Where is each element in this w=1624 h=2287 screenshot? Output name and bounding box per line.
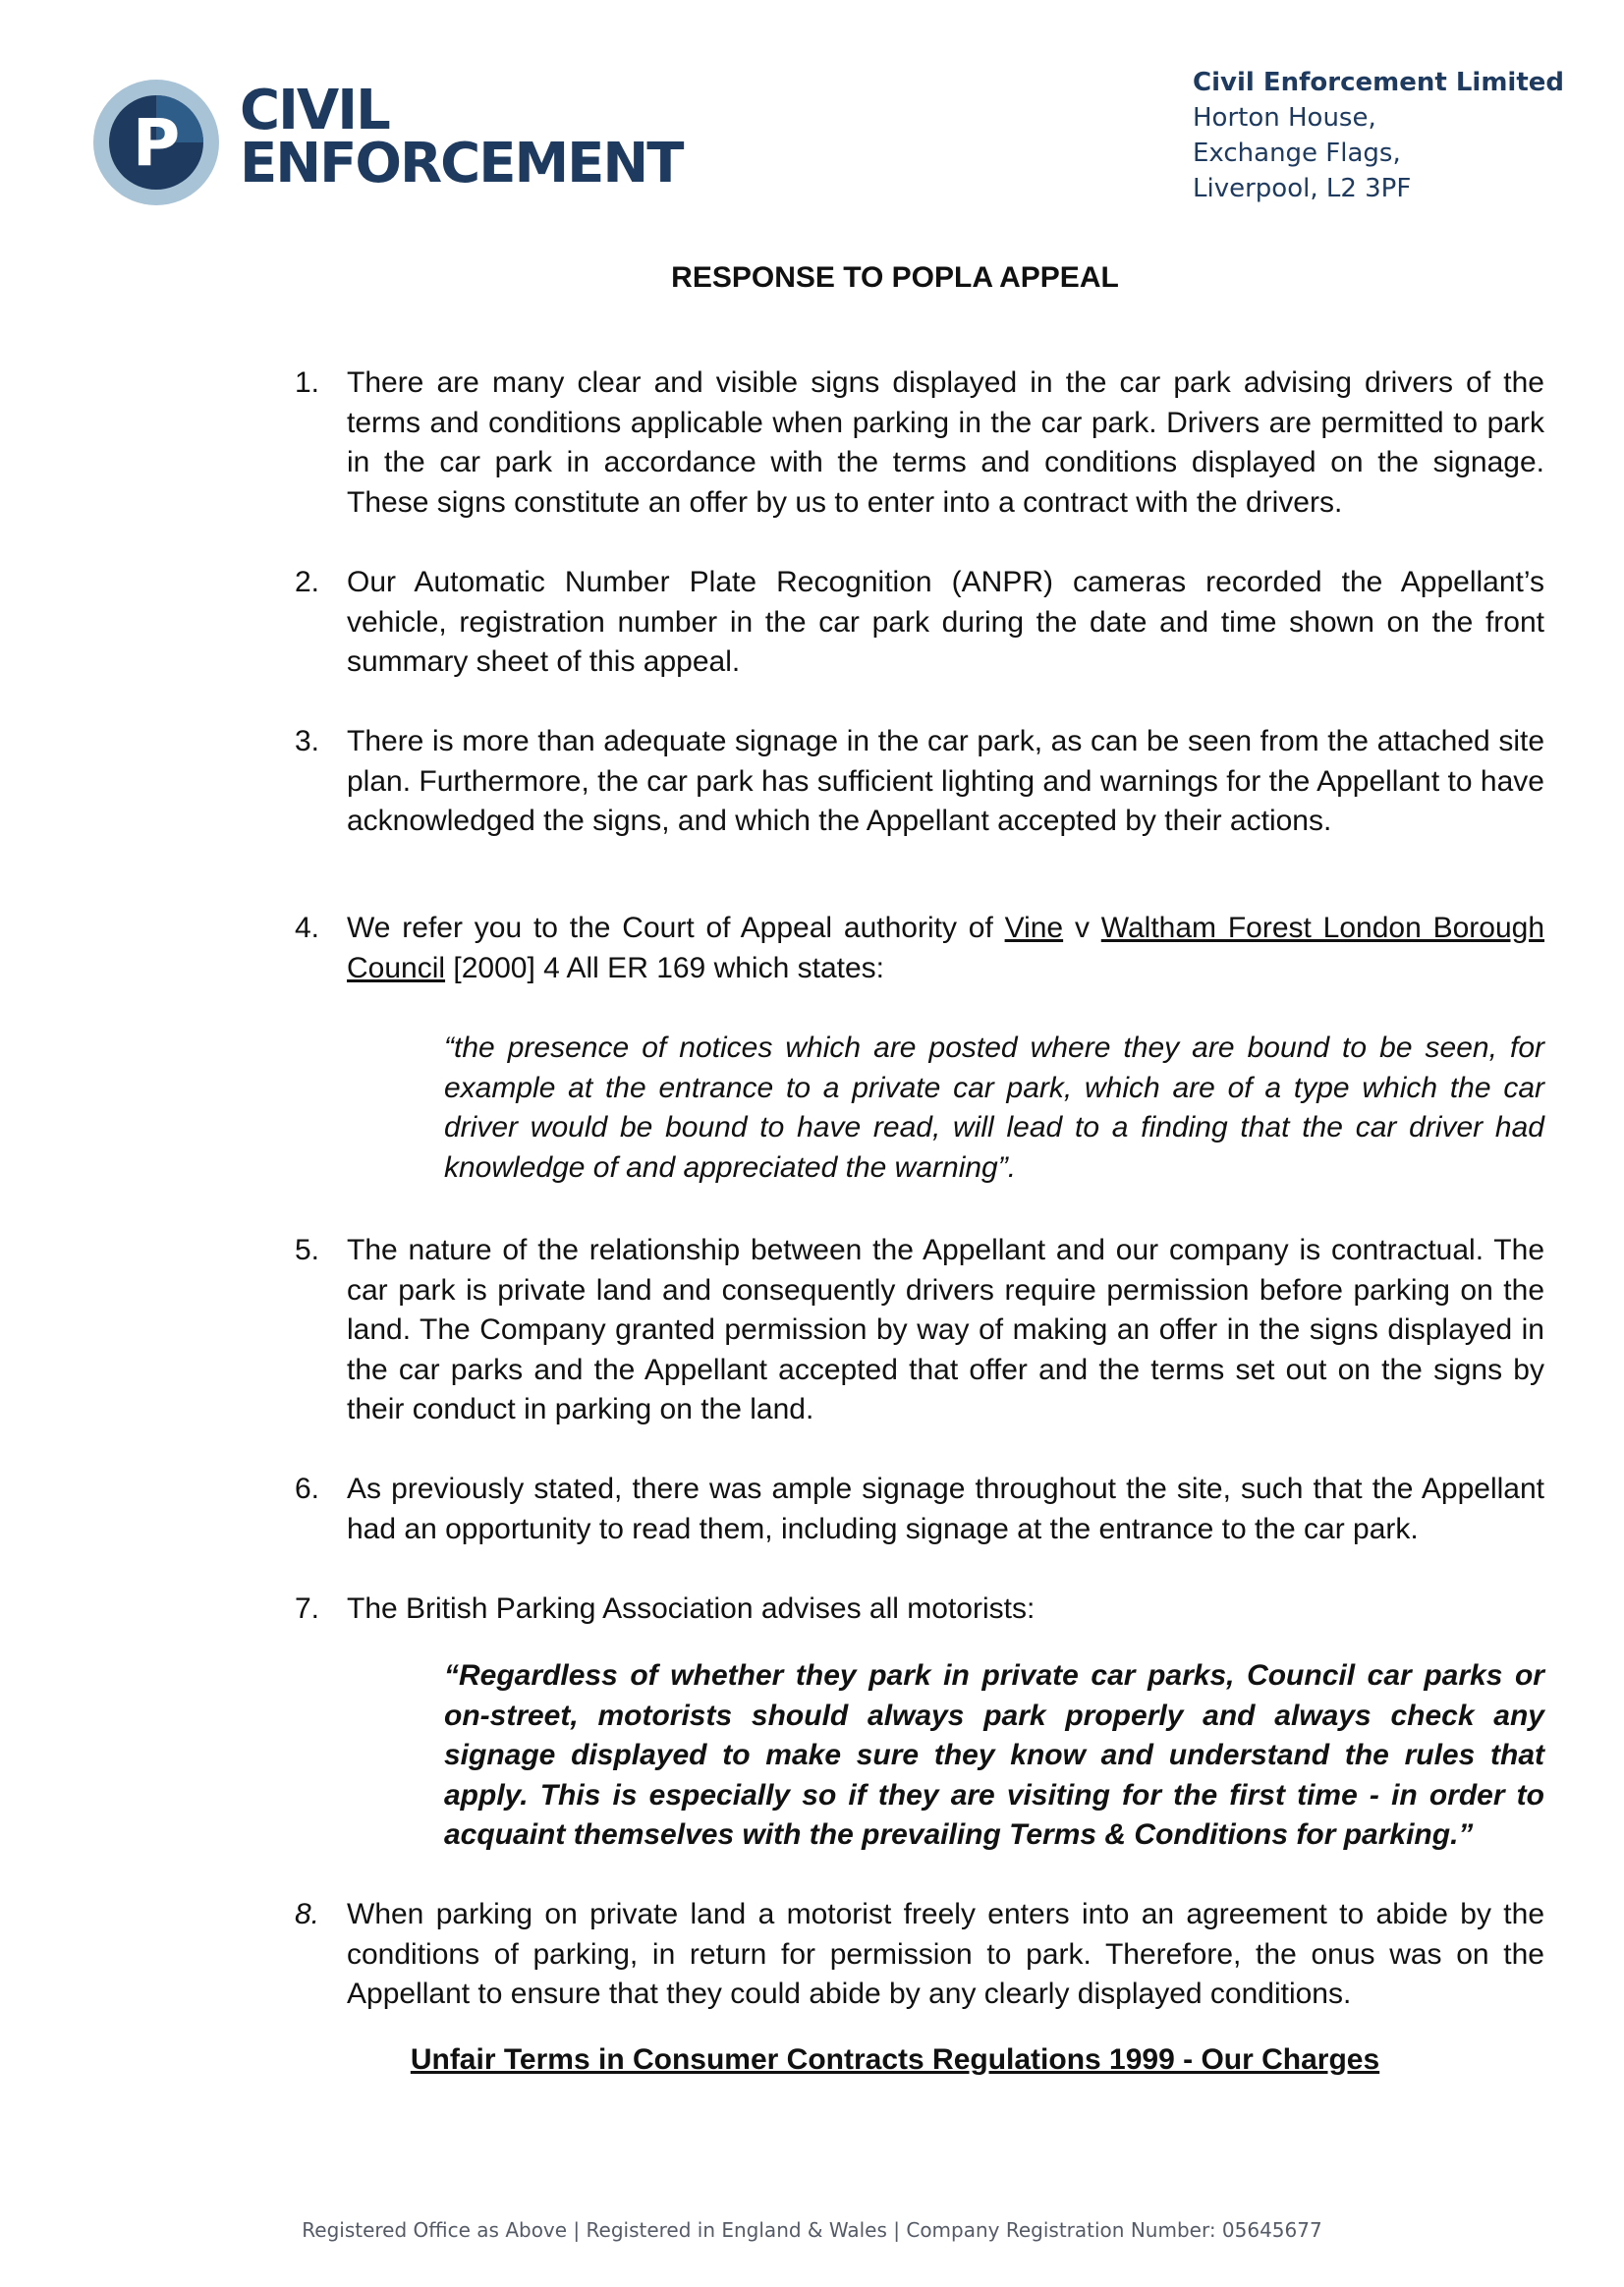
item-text: We refer you to the Court of Appeal authority of Vine v Waltham Forest London Borough Council [2000] 4 All ER 169 which states: xyxy=(347,912,1545,984)
item-number: 6. xyxy=(295,1473,320,1505)
item-text: Our Automatic Number Plate Recognition (ANPR) cameras recorded the Appellant’s vehicle, registration number in the car park during the date and time shown on the front summary sheet of this appeal. xyxy=(347,566,1544,678)
quote-vine: “the presence of notices which are posted where they are bound to be seen, for example at the entrance to a private car park, which are of a type which the car driver would be bound to have read, will lead to a finding that the car driver had knowledge of and appreciated the warning”. xyxy=(444,1032,1544,1184)
page-title: RESPONSE TO POPLA APPEAL xyxy=(671,261,1119,294)
company-address xyxy=(1193,65,1564,206)
item-text: There is more than adequate signage in the car park, as can be seen from the attached site plan. Furthermore, the car park has sufficient lighting and warnings for the Appellant to have acknowledged the signs, and which the Appellant accepted by their actions. xyxy=(347,725,1544,837)
item-text: The British Parking Association advises all motorists: xyxy=(347,1592,1036,1625)
company-name: Civil Enforcement Limited xyxy=(1193,68,1565,97)
item-number: 2. xyxy=(295,566,320,598)
item-text: As previously stated, there was ample signage throughout the site, such that the Appellant had an opportunity to read them, including signage at the entrance to the car park. xyxy=(347,1473,1544,1545)
section-heading: Unfair Terms in Consumer Contracts Regulations 1999 - Our Charges xyxy=(410,2043,1380,2076)
quote-bpa: “Regardless of whether they park in private car parks, Council car parks or on-street, motorists should always park properly and always check any signage displayed to make sure they know and understand the rules that apply. This is especially so if they are visiting for the first time - in order to acquaint themselves with the prevailing Terms & Conditions for parking.” xyxy=(444,1659,1544,1851)
case-name-vine: Vine xyxy=(1004,912,1064,944)
parking-p-icon xyxy=(92,79,220,206)
case-name-waltham: Waltham Forest London Borough Council xyxy=(347,912,1545,984)
logo-wordmark xyxy=(240,79,683,195)
address-line-3: Liverpool, L2 3PF xyxy=(1193,174,1412,203)
item-number: 3. xyxy=(295,725,320,757)
logo-line-1: CIVIL xyxy=(240,79,389,142)
item-number: 4. xyxy=(295,912,320,944)
logo-line-2: ENFORCEMENT xyxy=(240,132,683,195)
page-footer: Registered Office as Above | Registered in England & Wales | Company Registration Number: 05645677 xyxy=(302,2218,1322,2242)
item-number: 8. xyxy=(295,1898,320,1930)
item-number: 5. xyxy=(295,1234,320,1266)
svg-text:P: P xyxy=(132,105,181,181)
company-logo xyxy=(92,79,683,206)
item-text: The nature of the relationship between the Appellant and our company is contractual. The car park is private land and consequently drivers require permission before parking on the land. The Company granted permission by way of making an offer in the signs displayed in the car parks and the Appellant accepted that offer and the terms set out on the signs by their conduct in parking on the land. xyxy=(347,1234,1544,1425)
item-text: There are many clear and visible signs displayed in the car park advising drivers of the terms and conditions applicable when parking in the car park. Drivers are permitted to park in the car park in accordance with the terms and conditions displayed on the signage. These signs constitute an offer by us to enter into a contract with the drivers. xyxy=(347,366,1544,519)
address-line-1: Horton House, xyxy=(1193,103,1376,133)
item-number: 1. xyxy=(295,366,320,399)
item-number: 7. xyxy=(295,1592,320,1625)
address-line-2: Exchange Flags, xyxy=(1193,139,1401,168)
item-text: When parking on private land a motorist freely enters into an agreement to abide by the conditions of parking, in return for permission to park. Therefore, the onus was on the Appellant to ensure that they could abide by any clearly displayed conditions. xyxy=(347,1898,1544,2010)
